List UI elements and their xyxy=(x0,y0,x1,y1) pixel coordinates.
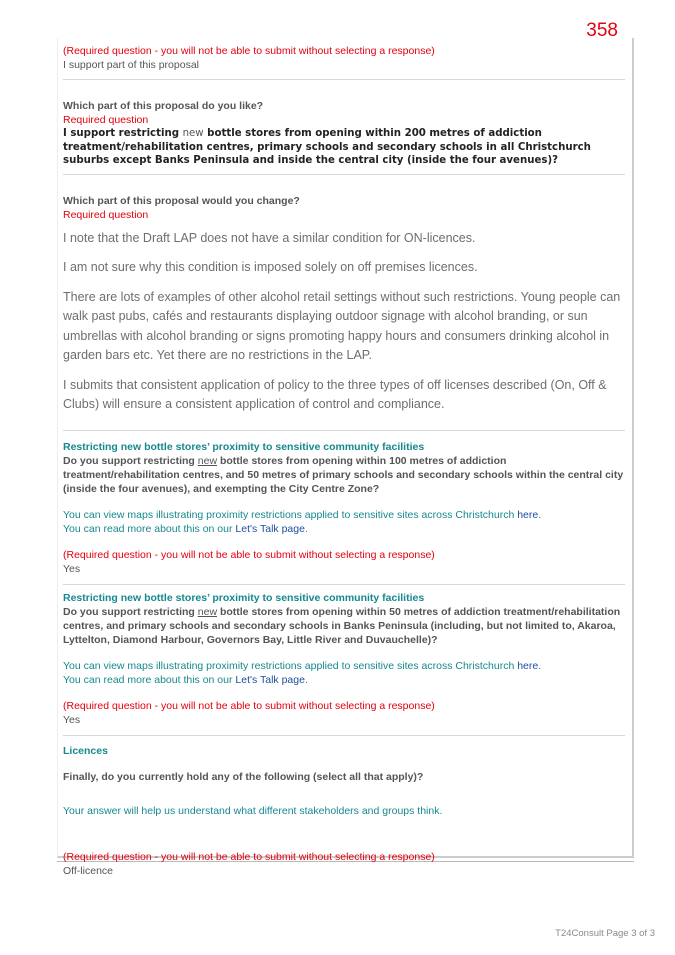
question-new: new xyxy=(197,605,218,618)
change-paragraph: There are lots of examples of other alcohol retail settings without such restrictions. Young people can walk past pubs, cafés and restaurants displaying outdoor signage with alcohol branding, or sun umbrellas with alcohol branding or signs promoting happy hours and consumers drinking alcohol in garden bars etc. Yet there are no restrictions in the LAP. xyxy=(63,289,621,362)
proximity-peninsula-answer: Yes xyxy=(63,713,81,726)
divider xyxy=(63,430,625,431)
talk-text: You can read more about this on our xyxy=(63,673,236,686)
change-section xyxy=(63,194,625,415)
maps-note: You can view maps illustrating proximity restrictions applied to sensitive sites across Christchurch here. xyxy=(63,659,542,672)
divider xyxy=(63,584,625,585)
licences-help: Your answer will help us understand what different stakeholders and groups think. xyxy=(63,804,443,817)
proximity-peninsula-heading: Restricting new bottle stores’ proximity to sensitive community facilities xyxy=(63,591,425,604)
like-question: Which part of this proposal do you like? xyxy=(63,100,264,112)
change-paragraph: I am not sure why this condition is imposed solely on off premises licences. xyxy=(63,260,478,274)
like-answer-new: new xyxy=(182,128,204,139)
lets-talk-link[interactable]: Let's Talk page xyxy=(235,522,305,535)
support-answer: I support part of this proposal xyxy=(63,59,199,71)
required-response-note: (Required question - you will not be able to submit without selecting a response) xyxy=(63,45,435,57)
question-rest: bottle stores from opening within 50 metres of addiction treatment/rehabilitation centres, and primary schools and secondary schools in Banks Peninsula (including, but not limited to, Akaroa, Lyttelton, Diamond Harbour, Governors Bay, Little River and Duvauchelle)? xyxy=(63,605,621,646)
form-content xyxy=(63,44,625,878)
maps-note: You can view maps illustrating proximity restrictions applied to sensitive sites across Christchurch here. xyxy=(63,508,542,521)
required-question-note: Required question xyxy=(63,208,149,221)
lets-talk-link[interactable]: Let's Talk page xyxy=(235,673,305,686)
maps-link[interactable]: here xyxy=(517,659,539,672)
proximity-city-section xyxy=(63,440,625,576)
licences-section xyxy=(63,744,625,878)
like-answer-part: I support restricting xyxy=(63,128,183,139)
like-answer xyxy=(63,127,625,168)
question-new: new xyxy=(197,454,218,467)
divider xyxy=(63,79,625,80)
proximity-city-question xyxy=(63,454,625,496)
question-part: Do you support restricting xyxy=(63,605,198,618)
maps-text: You can view maps illustrating proximity restrictions applied to sensitive sites across Christchurch xyxy=(63,659,518,672)
change-question: Which part of this proposal would you change? xyxy=(63,194,300,207)
question-part: Do you support restricting xyxy=(63,454,198,467)
like-answer-rest: bottle stores from opening within 200 metres of addiction treatment/rehabilitation centres, primary schools and secondary schools in all Christchurch suburbs except Banks Peninsula and inside the central city (inside the four avenues)? xyxy=(63,128,591,166)
divider xyxy=(63,174,625,175)
proximity-city-heading: Restricting new bottle stores’ proximity to sensitive community facilities xyxy=(63,440,425,453)
required-response-note: (Required question - you will not be able to submit without selecting a response) xyxy=(63,548,435,561)
proximity-city-answer: Yes xyxy=(63,562,81,575)
proximity-peninsula-section xyxy=(63,591,625,727)
change-paragraph: I submits that consistent application of policy to the three types of off licenses described (On, Off & Clubs) will ensure a consistent application of control and compliance. xyxy=(63,377,607,411)
divider xyxy=(63,735,625,736)
talk-text: You can read more about this on our xyxy=(63,522,236,535)
like-section xyxy=(63,99,625,168)
page-number: 358 xyxy=(586,20,618,41)
required-response-note: (Required question - you will not be able to submit without selecting a response) xyxy=(63,850,435,863)
maps-text: You can view maps illustrating proximity restrictions applied to sensitive sites across Christchurch xyxy=(63,508,518,521)
licences-heading: Licences xyxy=(63,744,108,757)
licences-question: Finally, do you currently hold any of the following (select all that apply)? xyxy=(63,770,424,783)
talk-note: You can read more about this on our Let's Talk page. xyxy=(63,673,308,686)
proximity-peninsula-question xyxy=(63,605,625,647)
maps-link[interactable]: here xyxy=(517,508,539,521)
change-paragraph: I note that the Draft LAP does not have a similar condition for ON-licences. xyxy=(63,230,476,245)
required-response-note: (Required question - you will not be able to submit without selecting a response) xyxy=(63,699,435,712)
required-question-note: Required question xyxy=(63,114,149,126)
question-rest: bottle stores from opening within 100 metres of addiction treatment/rehabilitation centres, and 50 metres of primary schools and secondary schools within the central city (inside the four avenues), and exempting the City Centre Zone? xyxy=(63,454,624,495)
page-footer: T24Consult Page 3 of 3 xyxy=(555,928,655,939)
talk-note: You can read more about this on our Let's Talk page. xyxy=(63,522,308,535)
licences-answer: Off-licence xyxy=(63,864,113,877)
